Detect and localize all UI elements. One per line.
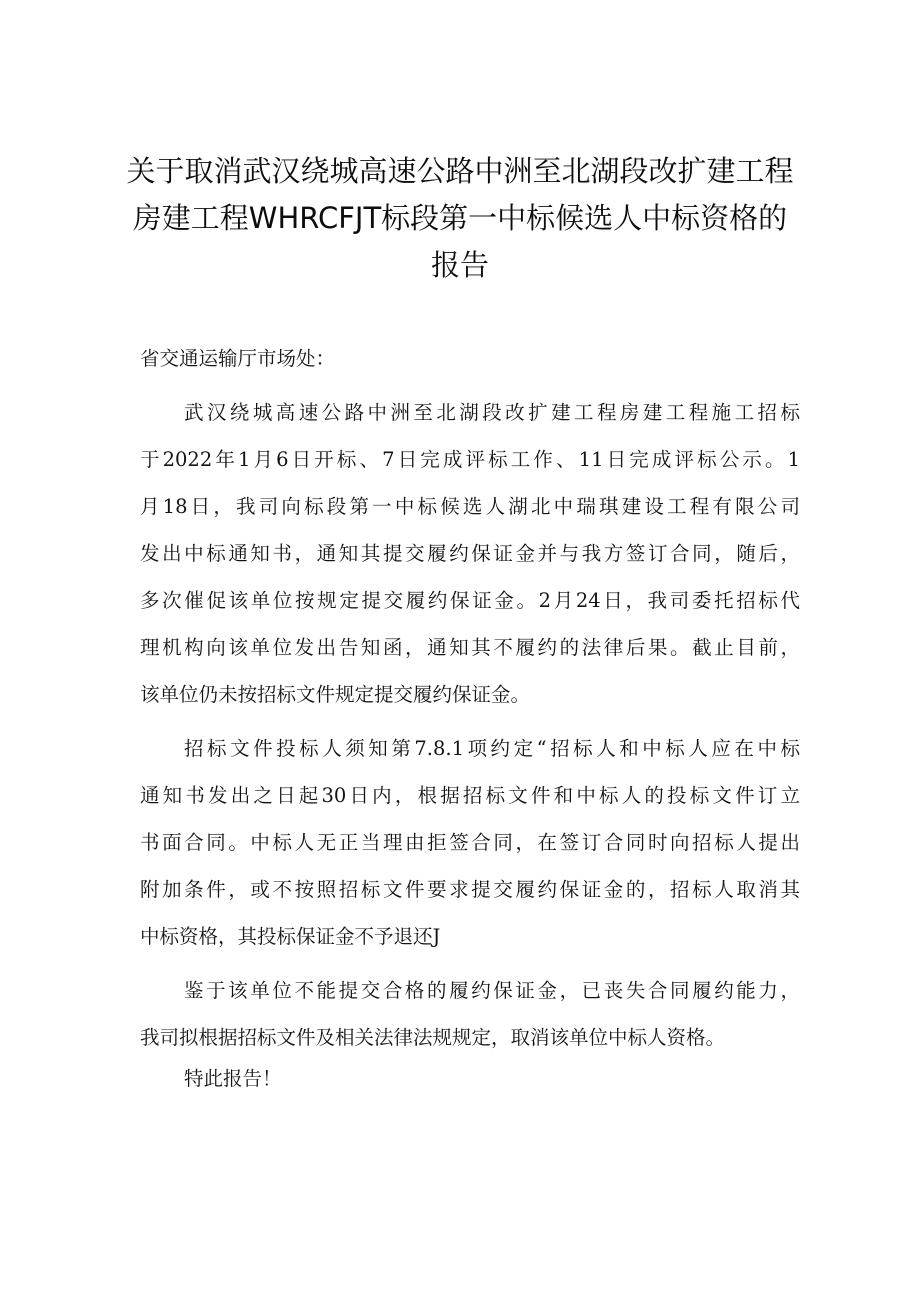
paragraph-3-line: 我司拟根据招标文件及相关法律法规规定，取消该单位中标人资格。 <box>140 1026 726 1049</box>
paragraph-2-line: 中标资格，其投标保证金不予退还J <box>140 925 441 948</box>
document-title <box>120 148 800 289</box>
paragraph-3-line: 鉴于该单位不能提交合格的履约保证金，已丧失合同履约能力， <box>184 979 800 1002</box>
paragraph-2-line: 书面合同。中标人无正当理由拒签合同，在签订合同时向招标人提出 <box>140 831 800 854</box>
paragraph-1-line: 月18日，我司向标段第一中标候选人湖北中瑞琪建设工程有限公司 <box>140 495 800 518</box>
paragraph-3 <box>140 967 800 1061</box>
addressee: 省交通运输厅市场处： <box>140 347 336 370</box>
title-line-1: 关于取消武汉绕城高速公路中洲至北湖段改扩建工程 <box>126 154 794 188</box>
paragraph-1-line: 该单位仍未按招标文件规定提交履约保证金。 <box>140 683 531 706</box>
paragraph-1-line: 武汉绕城高速公路中洲至北湖段改扩建工程房建工程施工招标 <box>184 401 800 424</box>
paragraph-1-line: 于2022年1月6日开标、7日完成评标工作、11日完成评标公示。1 <box>140 448 800 471</box>
paragraph-2-line: 附加条件，或不按照招标文件要求提交履约保证金的，招标人取消其 <box>140 878 800 901</box>
closing-remark: 特此报告！ <box>184 1067 282 1090</box>
paragraph-2 <box>140 725 800 960</box>
paragraph-1-line: 理机构向该单位发出告知函，通知其不履约的法律后果。截止目前， <box>140 636 800 659</box>
title-line-3: 报告 <box>430 248 489 282</box>
paragraph-2-line: 通知书发出之日起30日内，根据招标文件和中标人的投标文件订立 <box>140 784 800 807</box>
paragraph-1-line: 多次催促该单位按规定提交履约保证金。2月24日，我司委托招标代 <box>140 589 800 612</box>
title-line-2: 房建工程WHRCFJT标段第一中标候选人中标资格的 <box>132 201 788 235</box>
document-body <box>140 335 800 1097</box>
paragraph-1 <box>140 389 800 718</box>
paragraph-2-line: 招标文件投标人须知第7.8.1项约定“招标人和中标人应在中标 <box>184 737 800 760</box>
paragraph-1-line: 发出中标通知书，通知其提交履约保证金并与我方签订合同，随后， <box>140 542 800 565</box>
